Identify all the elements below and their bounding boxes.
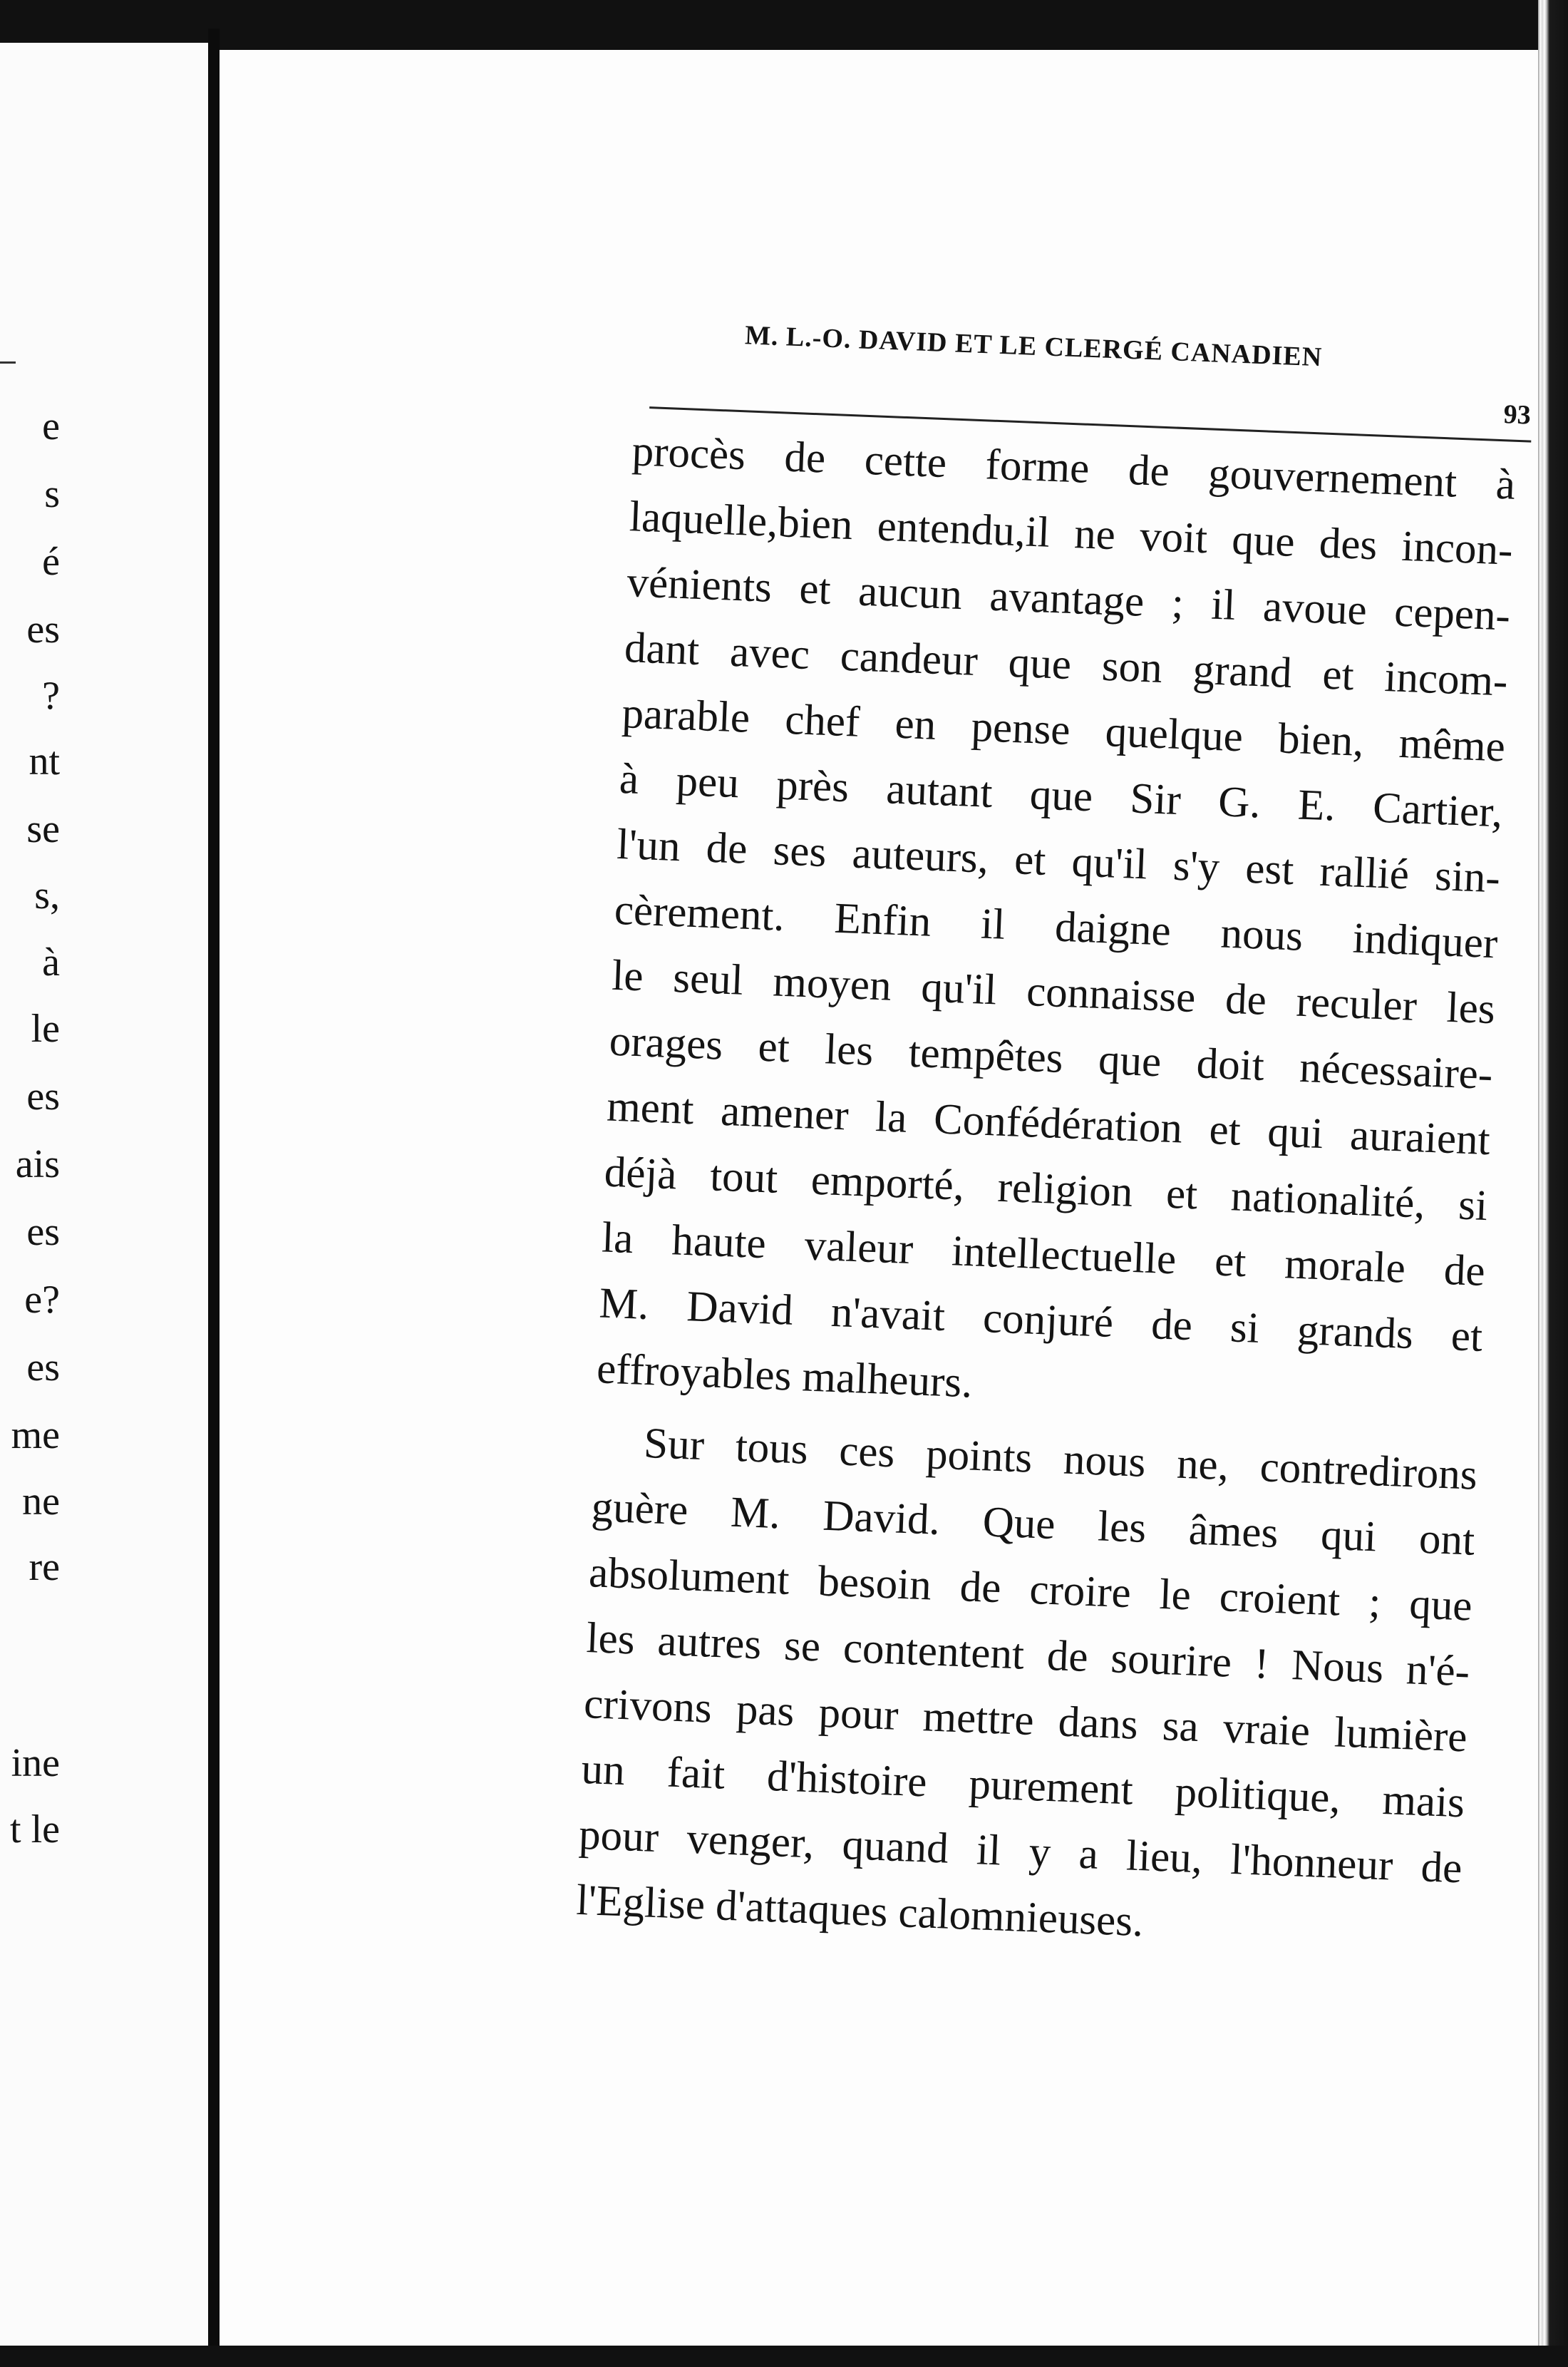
left-page-fragment: ais bbox=[15, 1142, 60, 1186]
page-number: 93 bbox=[1502, 399, 1532, 431]
text-line: crivons pas pour mettre dans sa vraie lumière bbox=[583, 1679, 1468, 1762]
left-page-dash bbox=[0, 361, 16, 364]
text-line: pour venger, quand il y a lieu, l'honneur de bbox=[577, 1810, 1463, 1893]
left-page-fragment: e bbox=[42, 404, 60, 448]
right-page bbox=[220, 50, 1538, 2346]
text-line: un fait d'histoire purement politique, mais bbox=[580, 1745, 1466, 1827]
text-line: absolument besoin de croire le croient ; que bbox=[588, 1549, 1473, 1631]
text-line: guère M. David. Que les âmes qui ont bbox=[590, 1483, 1476, 1565]
running-head: M. L.-O. DAVID ET LE CLERGÉ CANADIEN bbox=[744, 320, 1323, 373]
text-line: Sur tous ces points nous ne, contredirons bbox=[643, 1419, 1478, 1499]
text-line: la haute valeur intellectuelle et morale de bbox=[601, 1213, 1486, 1296]
left-page-fragment: es bbox=[26, 1210, 60, 1254]
left-page-fragment: se bbox=[26, 807, 60, 851]
text-line: l'un de ses auteurs, et qu'il s'y est rallié sin- bbox=[616, 820, 1501, 903]
left-page-fragment: s bbox=[44, 472, 60, 516]
text-line: l'Eglise d'attaques calomnieuses. bbox=[575, 1876, 1145, 1946]
left-page-fragment: ? bbox=[42, 674, 60, 718]
text-line: vénients et aucun avantage ; il avoue cepen- bbox=[626, 558, 1512, 640]
text-line: le seul moyen qu'il connaisse de reculer les bbox=[611, 951, 1496, 1034]
scan-bottom-border bbox=[0, 2346, 1568, 2367]
text-line: parable chef en pense quelque bien, même bbox=[621, 689, 1507, 771]
text-line: ment amener la Confédération et qui auraient bbox=[606, 1082, 1491, 1165]
left-page-fragment: me bbox=[11, 1413, 60, 1457]
left-page-edge bbox=[0, 43, 208, 2346]
left-page-fragment: es bbox=[26, 1345, 60, 1390]
book-gutter bbox=[208, 29, 220, 2353]
left-page-fragment: ine bbox=[11, 1741, 60, 1785]
left-page-fragment: nt bbox=[29, 739, 60, 784]
scan-top-border bbox=[0, 0, 1568, 53]
text-line: les autres se contentent de sourire ! Nous n'é- bbox=[585, 1614, 1471, 1696]
text-line: déjà tout emporté, religion et nationalité, si bbox=[603, 1148, 1489, 1231]
text-line: cèrement. Enfin il daigne nous indiquer bbox=[613, 885, 1499, 968]
text-line: dant avec candeur que son grand et incom- bbox=[623, 624, 1509, 706]
left-page-fragment: le bbox=[31, 1007, 60, 1051]
left-page-fragment: s, bbox=[34, 873, 60, 918]
left-page-fragment: ne bbox=[22, 1479, 60, 1524]
left-page-fragment: à bbox=[42, 940, 60, 985]
text-line: laquelle,bien entendu,il ne voit que des incon- bbox=[628, 493, 1514, 575]
page-stack-edge bbox=[1538, 0, 1568, 2367]
text-line: procès de cette forme de gouvernement à bbox=[631, 427, 1517, 509]
text-line: à peu près autant que Sir G. E. Cartier, bbox=[618, 754, 1504, 837]
left-page-fragment: es bbox=[26, 607, 60, 652]
text-line: M. David n'avait conjuré de si grands et bbox=[598, 1279, 1484, 1361]
text-line: orages et les tempêtes que doit nécessaire- bbox=[608, 1017, 1494, 1099]
left-page-fragment: é bbox=[42, 540, 60, 584]
left-page-fragment: e? bbox=[24, 1278, 60, 1322]
left-page-fragment: t le bbox=[10, 1807, 60, 1852]
left-page-fragment: es bbox=[26, 1074, 60, 1119]
left-page-fragment: re bbox=[29, 1545, 60, 1589]
text-line: effroyables malheurs. bbox=[596, 1345, 974, 1407]
